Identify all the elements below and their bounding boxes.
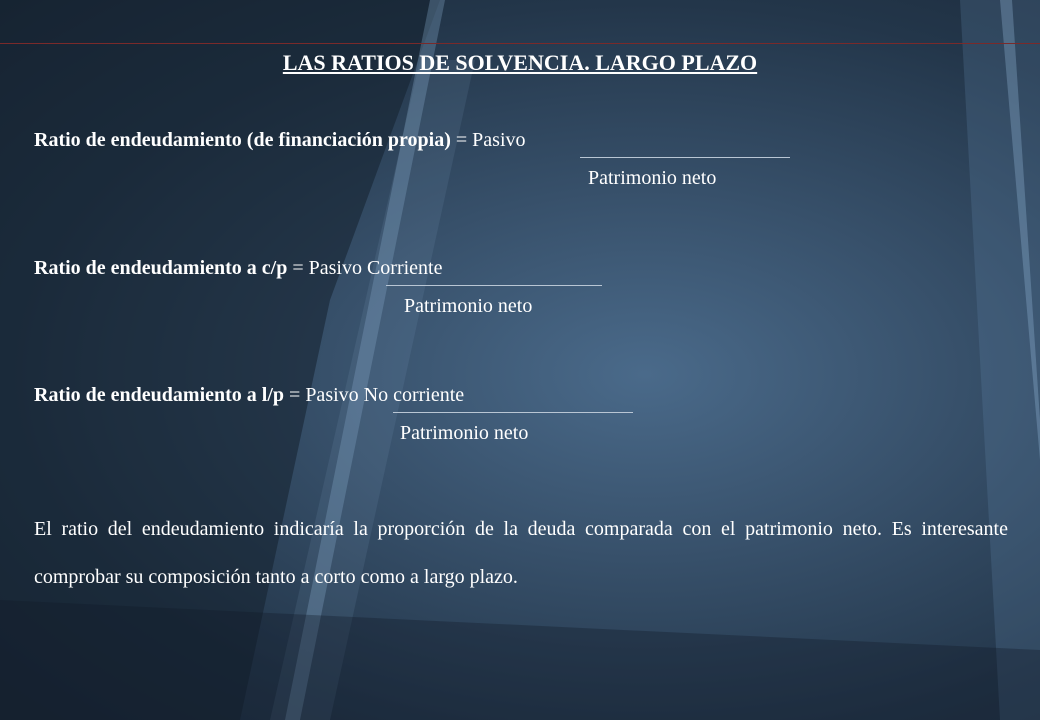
equals-sign: = bbox=[450, 129, 473, 151]
denominator: Patrimonio neto bbox=[400, 422, 529, 444]
fraction-bar bbox=[580, 157, 790, 158]
right-light-panel bbox=[960, 0, 1040, 720]
fraction-bar bbox=[386, 285, 602, 286]
formula-label: Ratio de endeudamiento a l/p bbox=[34, 384, 285, 406]
top-divider bbox=[0, 43, 1040, 44]
equals-sign: = bbox=[284, 384, 306, 406]
formula-debt-ratio bbox=[34, 128, 526, 152]
formula-label: Ratio de endeudamiento (de financiación propia) bbox=[34, 129, 451, 151]
equals-sign: = bbox=[287, 257, 309, 279]
fraction-bar bbox=[393, 412, 633, 413]
formula-long-term-debt-ratio bbox=[34, 383, 464, 407]
denominator: Patrimonio neto bbox=[588, 167, 717, 189]
numerator: Pasivo Corriente bbox=[308, 257, 443, 279]
denominator: Patrimonio neto bbox=[404, 295, 533, 317]
formula-label: Ratio de endeudamiento a c/p bbox=[34, 257, 288, 279]
page-title: LAS RATIOS DE SOLVENCIA. LARGO PLAZO bbox=[282, 50, 758, 75]
bottom-dark-shade bbox=[0, 600, 1040, 720]
numerator: Pasivo bbox=[472, 129, 526, 151]
formula-short-term-debt-ratio bbox=[34, 256, 443, 280]
numerator: Pasivo No corriente bbox=[305, 384, 465, 406]
explanation-paragraph: El ratio del endeudamiento indicaría la proporción de la deuda comparada con el patrimonio neto. Es interesante comprobar su composición tanto a corto como a largo plazo. bbox=[34, 518, 1008, 588]
